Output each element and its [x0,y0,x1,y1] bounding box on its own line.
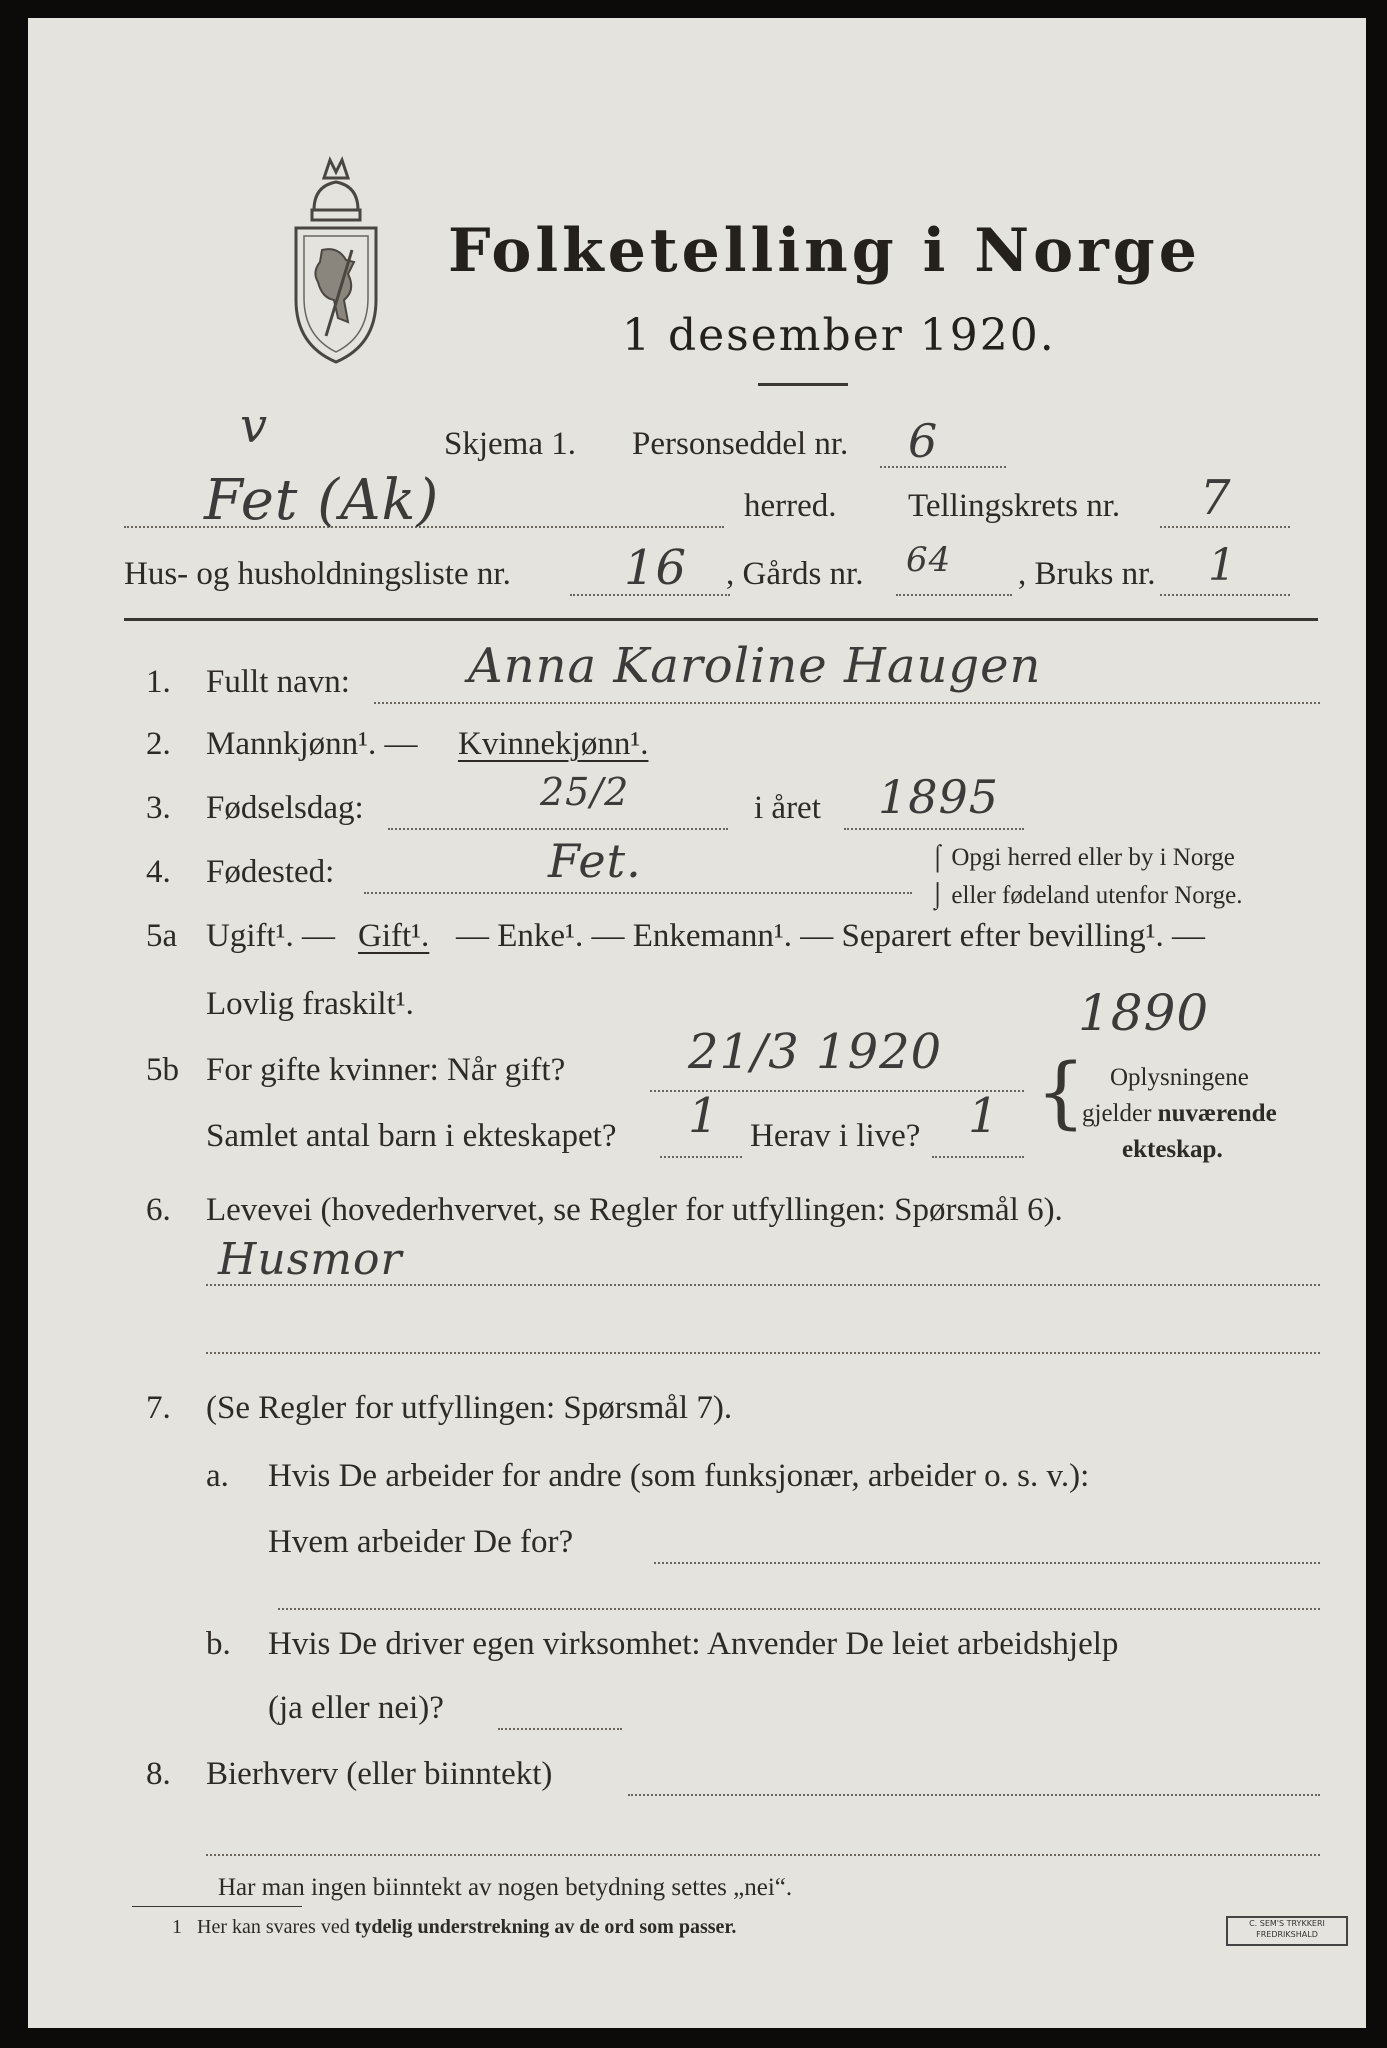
q5a-fraskilt[interactable]: Lovlig fraskilt¹. [206,986,414,1022]
q1-label: Fullt navn: [206,664,350,700]
title-divider [758,383,848,386]
q5b-label: For gifte kvinner: Når gift? [206,1052,566,1088]
tellingskrets-label: Tellingskrets nr. [908,488,1121,524]
q3-number: 3. [146,790,171,826]
q7a-letter: a. [206,1458,229,1494]
q5b-note1: Oplysningene [1110,1064,1249,1091]
q6-label: Levevei (hovederhvervet, se Regler for utfyllingen: Spørsmål 6). [206,1192,1063,1228]
bruks-value[interactable]: 1 [1208,540,1237,591]
q4-number: 4. [146,854,171,890]
personseddel-label: Personseddel nr. [632,426,849,462]
census-form-sheet [28,18,1366,2028]
q2-mann[interactable]: Mannkjønn¹. — [206,726,418,762]
q8-line1 [628,1794,1320,1796]
q5b-children-value[interactable]: 1 [688,1088,720,1144]
q1-full-name-value[interactable]: Anna Karoline Haugen [468,638,1042,694]
printer-stamp: C. SEM'S TRYKKERI FREDRIKSHALD [1226,1916,1348,1946]
gards-label: , Gårds nr. [726,556,864,592]
q5b-note3: ekteskap. [1122,1136,1223,1163]
hus-label: Hus- og husholdningsliste nr. [124,556,511,592]
q4-label: Fødested: [206,854,335,890]
q3-line [388,828,728,830]
q1-line [374,702,1320,704]
herred-label: herred. [744,488,837,524]
q7b-text: Hvis De driver egen virksomhet: Anvender De leiet arbeidshjelp [268,1626,1119,1662]
q7a-text: Hvis De arbeider for andre (som funksjonær, arbeider o. s. v.): [268,1458,1090,1494]
tellingskrets-line [1160,526,1290,528]
q7b-question: (ja eller nei)? [268,1690,444,1726]
tellingskrets-value[interactable]: 7 [1200,470,1232,526]
q6-number: 6. [146,1192,171,1228]
q4-note-line2: ⌡ eller fødeland utenfor Norge. [930,882,1243,909]
q2-number: 2. [146,726,171,762]
q5b-alive-value[interactable]: 1 [968,1088,1000,1144]
gards-line [896,594,1012,596]
q5b-children-line [660,1156,742,1158]
bruks-line [1160,594,1290,596]
census-date: 1 desember 1920. [622,310,1056,361]
q7a-line1 [654,1562,1320,1564]
q5b-alive-line [932,1156,1024,1158]
q4-line [364,892,912,894]
q4-note-line1: ⌠ Opgi herred eller by i Norge [930,844,1235,871]
gards-value[interactable]: 64 [906,540,952,580]
handwritten-mark: v [240,398,269,454]
q3-year-label: i året [754,790,821,826]
footnote-rule [132,1906,302,1907]
q5b-extra-year[interactable]: 1890 [1078,984,1210,1042]
q3-year-value[interactable]: 1895 [878,770,1000,824]
footer-note: Har man ingen biinntekt av nogen betydning settes „nei“. [218,1874,793,1901]
q7b-line [498,1728,622,1730]
q7b-letter: b. [206,1626,231,1662]
q5a-ugift[interactable]: Ugift¹. — [206,918,336,954]
footnote-text: 1 Her kan svares ved tydelig understrekning av de ord som passer. [172,1916,737,1938]
q5b-married-value[interactable]: 21/3 1920 [688,1024,943,1080]
q7a-line2 [278,1608,1320,1610]
bruks-label: , Bruks nr. [1018,556,1156,592]
q3-birthday-value[interactable]: 25/2 [540,770,630,814]
q1-number: 1. [146,664,171,700]
norway-coat-of-arms-icon [286,150,386,370]
q5a-number: 5a [146,918,178,954]
q6-line1 [206,1284,1320,1286]
personseddel-value[interactable]: 6 [908,414,939,468]
q6-line2 [206,1352,1320,1354]
q6-occupation-value[interactable]: Husmor [218,1234,403,1285]
header-divider [124,618,1318,621]
q5b-children-label: Samlet antal barn i ekteskapet? [206,1118,617,1154]
q7-number: 7. [146,1390,171,1426]
q8-line2 [206,1854,1320,1856]
q5b-alive-label: Herav i live? [750,1118,921,1154]
q2-kvinne-underlined[interactable]: Kvinnekjønn¹. [458,726,649,762]
hus-value[interactable]: 16 [624,540,688,596]
q5b-brace: { [1036,1048,1086,1138]
schema-label: Skjema 1. [444,426,576,462]
q5a-rest[interactable]: — Enke¹. — Enkemann¹. — Separert efter bevilling¹. — [456,918,1206,954]
q3-year-line [844,828,1024,830]
q5b-note2: gjelder nuværende [1082,1100,1277,1127]
q7-label: (Se Regler for utfyllingen: Spørsmål 7). [206,1390,733,1426]
personseddel-line [880,466,1006,468]
form-title: Folketelling i Norge [448,216,1201,286]
q3-label: Fødselsdag: [206,790,364,826]
q7a-question: Hvem arbeider De for? [268,1524,574,1560]
q8-number: 8. [146,1756,171,1792]
q5b-number: 5b [146,1052,179,1088]
q4-birthplace-value[interactable]: Fet. [548,834,642,888]
q5a-gift-underlined[interactable]: Gift¹. [358,918,430,954]
q8-label: Bierhverv (eller biinntekt) [206,1756,553,1792]
herred-value[interactable]: Fet (Ak) [204,468,440,533]
